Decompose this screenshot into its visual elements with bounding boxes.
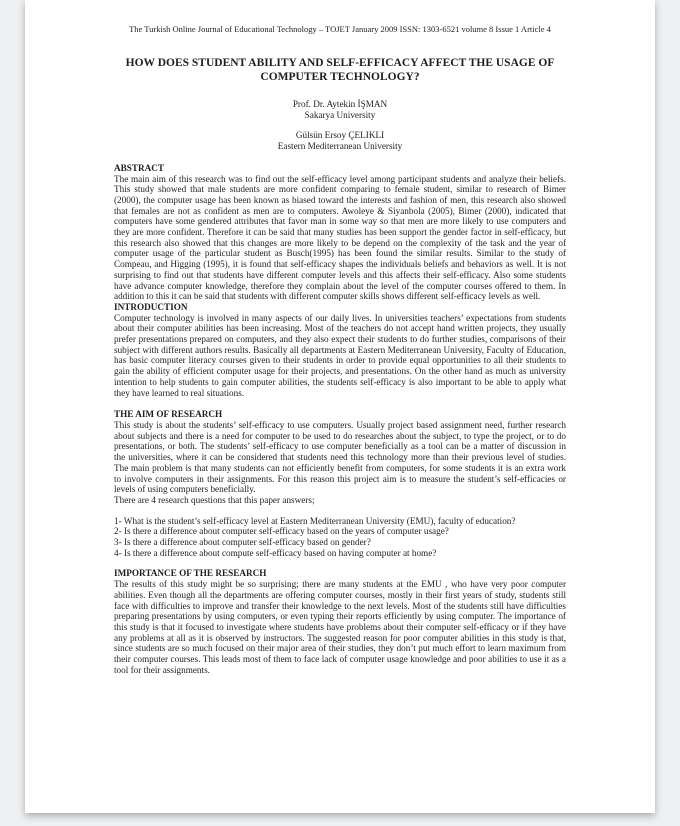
aim-heading: THE AIM OF RESEARCH: [114, 409, 223, 420]
page-content: [114, 0, 566, 675]
author-2-name: Gülsün Ersoy ÇELIKLI: [295, 130, 385, 141]
document-page: [25, 0, 655, 813]
research-questions-list: [114, 516, 566, 559]
author-block-1: [114, 99, 566, 120]
introduction-heading: INTRODUCTION: [114, 301, 188, 312]
introduction-paragraph: Computer technology is involved in many aspects of our daily lives. In universities teachers’ expectations from students about their computer abilities has been increasing. Most of the teachers do not accept hand written projects, they usually prefer presentations prepared on computers, and they also expect their students to do further studies, comparisons of their subject with different authors results. Basically all departments at Eastern Mediterranean University, Faculty of Education, has basic computer literacy courses given to their students in order to provide equal opportunities to all their students to gain the ability of efficient computer usage for their projects, and presentations. On the other hand as much as university intention to help students to gain computer abilities, the students self-efficacy is also important to be able to apply what they have learned to real situations.: [114, 312, 566, 398]
abstract-heading: ABSTRACT: [114, 162, 165, 173]
importance-heading: IMPORTANCE OF THE RESEARCH: [114, 568, 267, 579]
author-2-affiliation: Eastern Mediterranean University: [277, 141, 403, 152]
research-question-4: 4- Is there a difference about compute self-efficacy based on having computer at home?: [114, 547, 437, 558]
research-questions-lead-in: There are 4 research questions that this paper answers;: [114, 494, 315, 505]
journal-header-line: The Turkish Online Journal of Educational Technology – TOJET January 2009 ISSN: 1303-6521 volume 8 Issue 1 Article 4: [129, 24, 551, 34]
paper-title: HOW DOES STUDENT ABILITY AND SELF-EFFICACY AFFECT THE USAGE OF COMPUTER TECHNOLOGY?: [125, 57, 555, 83]
research-question-1: 1- What is the student’s self-efficacy level at Eastern Mediterranean University (EMU), faculty of education?: [114, 515, 516, 526]
author-1-affiliation: Sakarya University: [304, 109, 376, 120]
importance-paragraph: The results of this study might be so surprising; there are many students at the EMU , who have very poor computer abilities. Even though all the departments are offering computer courses, mostly in their first years of study, students still face with difficulties to improve and transfer their knowledge to the next levels. Most of the students still have difficulties preparing presentations by using computers, or even typing their reports efficiently by using computer. The importance of this study is that it focused to investigate where students have problems about their computer self-efficacy or if they have any problems at all as it is observed by instructors. The suggested reason for poor computer abilities in this study is that, since students are so much focused on their major area of their studies, they don’t put much effort to learn maximum from their computer courses. This leads most of them to face lack of computer usage knowledge and poor abilities to use it as a tool for their assignments.: [114, 579, 566, 675]
author-1-name: Prof. Dr. Aytekin İŞMAN: [292, 99, 388, 109]
author-block-2: [114, 130, 566, 151]
aim-paragraph: This study is about the students’ self-efficacy to use computers. Usually project based assignment need, further research about subjects and there is a need for computer to be used to do researches about the subject, to type the project, or to do presentations, or both. The students’ self-efficacy to use computer beneficially as a tool can be a matter of discussion in the universities, where it can be considered that students need this technology more than their previous level of studies. The main problem is that many students can not efficiently benefit from computers, for some students it is an extra work to involve computers in their assignments. For this reason this project aim is to measure the student’s self-efficacies or levels of using computers beneficially.: [114, 419, 566, 495]
abstract-paragraph: The main aim of this research was to find out the self-efficacy level among participant students and analyze their beliefs. This study showed that male students are more confident comparing to female student, similar to research of Bimer (2000), the computer usage has been known as biased toward the interests and fashion of men, this research also showed that females are not as confident as men are to computers. Awoleye & Siyanbola (2005), Bimer (2000), indicated that computers have some gendered attributes that favor man in some way so that men are more likely to use computers and they are more confident. Therefore it can be said that many studies has been support the gender factor in self-efficacy, but this research also showed that this changes are more likely to be depend on the complexity of the task and the year of computer usage of the particular student as Busch(1995) has been found the similar results. Similar to the study of Compeau, and Higging (1995), it is found that self-efficacy shapes the individuals beliefs and behaviors as well. It is not surprising to find out that students have different computer levels and this affects their self-efficacy. Also some students have advance computer knowledge, therefore they complain about the level of the computer courses offered to them. In addition to this it can be said that students with different computer skills shows different self-efficacy levels as well.: [114, 173, 566, 302]
research-question-3: 3- Is there a difference about computer self-efficacy based on gender?: [114, 537, 371, 548]
research-question-2: 2- Is there a difference about computer self-efficacy based on the years of computer usage?: [114, 526, 449, 537]
